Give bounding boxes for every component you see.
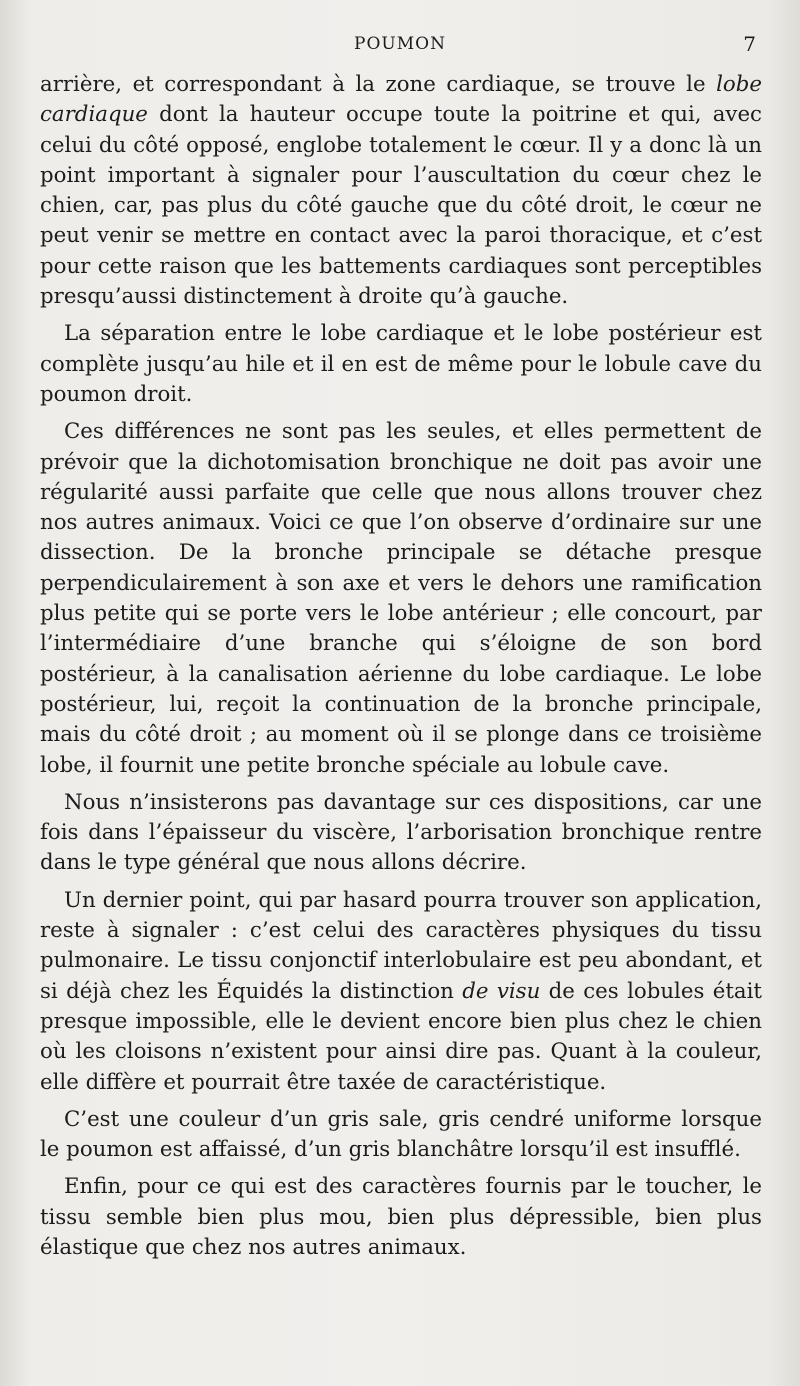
paragraph (40, 319, 762, 410)
text-run: dont la hauteur occupe toute la poitrine et qui, avec celui du côté opposé, englobe totalement le cœur. Il y a donc là un point important à signaler pour l’auscultation du cœur chez le chien, car, pas plus du côté gauche que du côté droit, le cœur ne peut venir se mettre en contact avec la paroi thoracique, et c’est pour cette raison que les battements cardiaques sont perceptibles presqu’aussi distinctement à droite qu’à gauche. (40, 102, 762, 310)
text-run: C’est une couleur d’un gris sale, gris cendré uniforme lorsque le poumon est affaissé, d’un gris blanchâtre lorsqu’il est insufflé. (40, 1106, 762, 1163)
text-run: Ces différences ne sont pas les seules, et elles permettent de prévoir que la dichotomisation bronchique ne doit pas avoir une régularité aussi parfaite que celle que nous allons trouver chez nos autres animaux. Voici ce que l’on observe d’ordinaire sur une dissection. De la bronche principale se détache presque perpendiculairement à son axe et vers le dehors une ramification plus petite qui se porte vers le lobe antérieur ; elle concourt, par l’intermédiaire d’une branche qui s’éloigne de son bord postérieur, à la canalisation aérienne du lobe cardiaque. Le lobe postérieur, lui, reçoit la continuation de la bronche principale, mais du côté droit ; au moment où il se plonge dans ce troisième lobe, il fournit une petite bronche spéciale au lobule cave. (40, 419, 762, 778)
paragraph (40, 70, 762, 312)
text-run: Nous n’insisterons pas davantage sur ces dispositions, car une fois dans l’épaisseur du viscère, l’arborisation bronchique rentre dans le type général que nous allons décrire. (40, 789, 762, 876)
text-run: Un dernier point, qui par hasard pourra trouver son application, reste à signaler : c’est celui des caractères physiques du tissu pulmonaire. Le tissu conjonctif interlobulaire est peu abondant, et si déjà chez les Équidés la distinction (40, 887, 762, 1004)
paragraph (40, 788, 762, 879)
body-text (40, 70, 762, 1270)
italic-term: lobe cardiaque (40, 72, 762, 128)
paragraph (40, 886, 762, 1098)
paragraph (40, 1105, 762, 1166)
paragraph (40, 1172, 762, 1263)
running-head: POUMON (354, 34, 446, 54)
text-run: La séparation entre le lobe cardiaque et le lobe postérieur est complète jusqu’au hile et il en est de même pour le lobule cave du poumon droit. (40, 321, 762, 407)
paragraph (40, 417, 762, 781)
italic-term: de visu (462, 978, 541, 1004)
text-run: de ces lobules était presque impossible, elle le devient encore bien plus chez le chien où les cloisons n’existent pour ainsi dire pas. Quant à la couleur, elle diffère et pourrait être taxée de caractéristique. (40, 978, 762, 1095)
text-run: arrière, et correspondant à la zone cardiaque, se trouve le (40, 72, 717, 97)
text-run: Enfin, pour ce qui est des caractères fournis par le toucher, le tissu semble bien plus mou, bien plus dépressible, bien plus élastique que chez nos autres animaux. (40, 1174, 762, 1260)
page-number: 7 (743, 32, 756, 56)
